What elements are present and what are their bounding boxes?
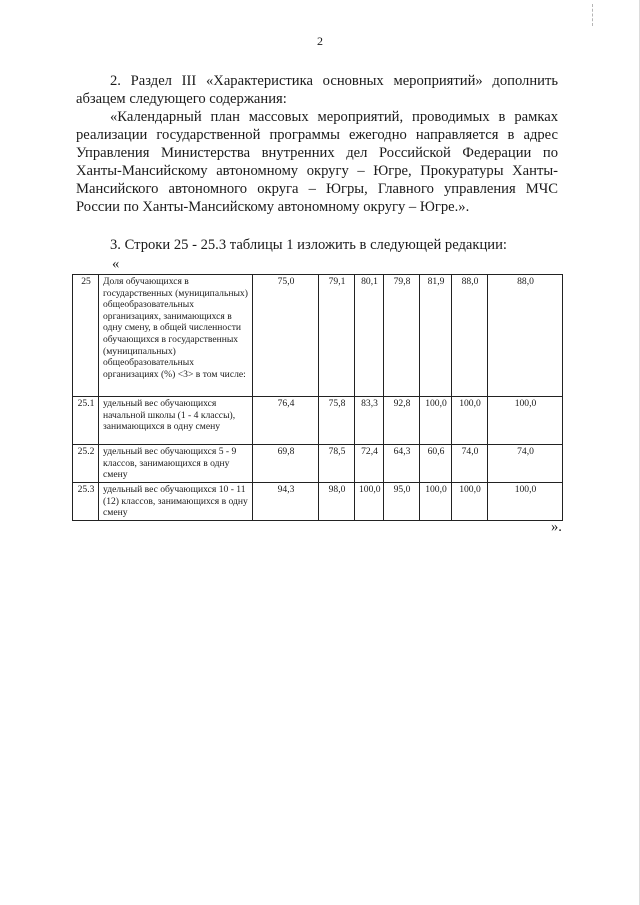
value-cell: 94,3: [253, 483, 319, 521]
row-number: 25.2: [73, 445, 99, 483]
value-cell: 100,0: [355, 483, 384, 521]
value-cell: 72,4: [355, 445, 384, 483]
open-quote: «: [112, 256, 120, 272]
paragraph-calendar-plan: «Календарный план массовых мероприятий, проводимых в рамках реализации государственной программы ежегодно направляется в адрес Управления Министерства внутренних дел Российской Федерации по Ханты-Мансийскому автономному округу – Югре, Прокуратуры Ханты-Мансийского автономного округа – Югры, Главного управления МЧС России по Ханты-Мансийскому автономному округу – Югре.».: [76, 109, 558, 215]
value-cell: 92,8: [384, 397, 420, 445]
value-cell: 88,0: [452, 275, 488, 397]
value-cell: 98,0: [319, 483, 355, 521]
value-cell: 69,8: [253, 445, 319, 483]
value-cell: 95,0: [384, 483, 420, 521]
table-row: [73, 483, 563, 521]
value-cell: 83,3: [355, 397, 384, 445]
value-cell: 75,0: [253, 275, 319, 397]
table-1: [72, 274, 563, 521]
value-cell: 81,9: [420, 275, 452, 397]
table-row: [73, 397, 563, 445]
page-number: 2: [317, 34, 323, 48]
table-row: [73, 275, 563, 397]
value-cell: 80,1: [355, 275, 384, 397]
row-number: 25.1: [73, 397, 99, 445]
paragraph-section-3: 2. Раздел III «Характеристика основных мероприятий» дополнить абзацем следующего содержания:: [76, 73, 558, 107]
close-quote: ».: [551, 519, 562, 535]
value-cell: 100,0: [420, 483, 452, 521]
scan-mark: [592, 4, 594, 26]
value-cell: 100,0: [488, 397, 563, 445]
paragraph-table-rows: 3. Строки 25 - 25.3 таблицы 1 изложить в следующей редакции:: [110, 237, 507, 253]
row-number: 25: [73, 275, 99, 397]
value-cell: 64,3: [384, 445, 420, 483]
indicator-name: удельный вес обучающихся 10 - 11 (12) классов, занимающихся в одну смену: [99, 483, 253, 521]
value-cell: 74,0: [488, 445, 563, 483]
value-cell: 100,0: [452, 483, 488, 521]
row-number: 25.3: [73, 483, 99, 521]
value-cell: 74,0: [452, 445, 488, 483]
value-cell: 100,0: [452, 397, 488, 445]
value-cell: 60,6: [420, 445, 452, 483]
value-cell: 78,5: [319, 445, 355, 483]
value-cell: 79,8: [384, 275, 420, 397]
value-cell: 79,1: [319, 275, 355, 397]
value-cell: 100,0: [420, 397, 452, 445]
indicator-name: удельный вес обучающихся 5 - 9 классов, занимающихся в одну смену: [99, 445, 253, 483]
indicator-name: удельный вес обучающихся начальной школы (1 - 4 классы), занимающихся в одну смену: [99, 397, 253, 445]
indicator-name: Доля обучающихся в государственных (муниципальных) общеобразовательных организациях, занимающихся в одну смену, в общей численности обучающихся в государственных (муниципальных) общеобразовательных организациях (%) <3> в том числе:: [99, 275, 253, 397]
value-cell: 88,0: [488, 275, 563, 397]
value-cell: 100,0: [488, 483, 563, 521]
table-row: [73, 445, 563, 483]
value-cell: 75,8: [319, 397, 355, 445]
value-cell: 76,4: [253, 397, 319, 445]
